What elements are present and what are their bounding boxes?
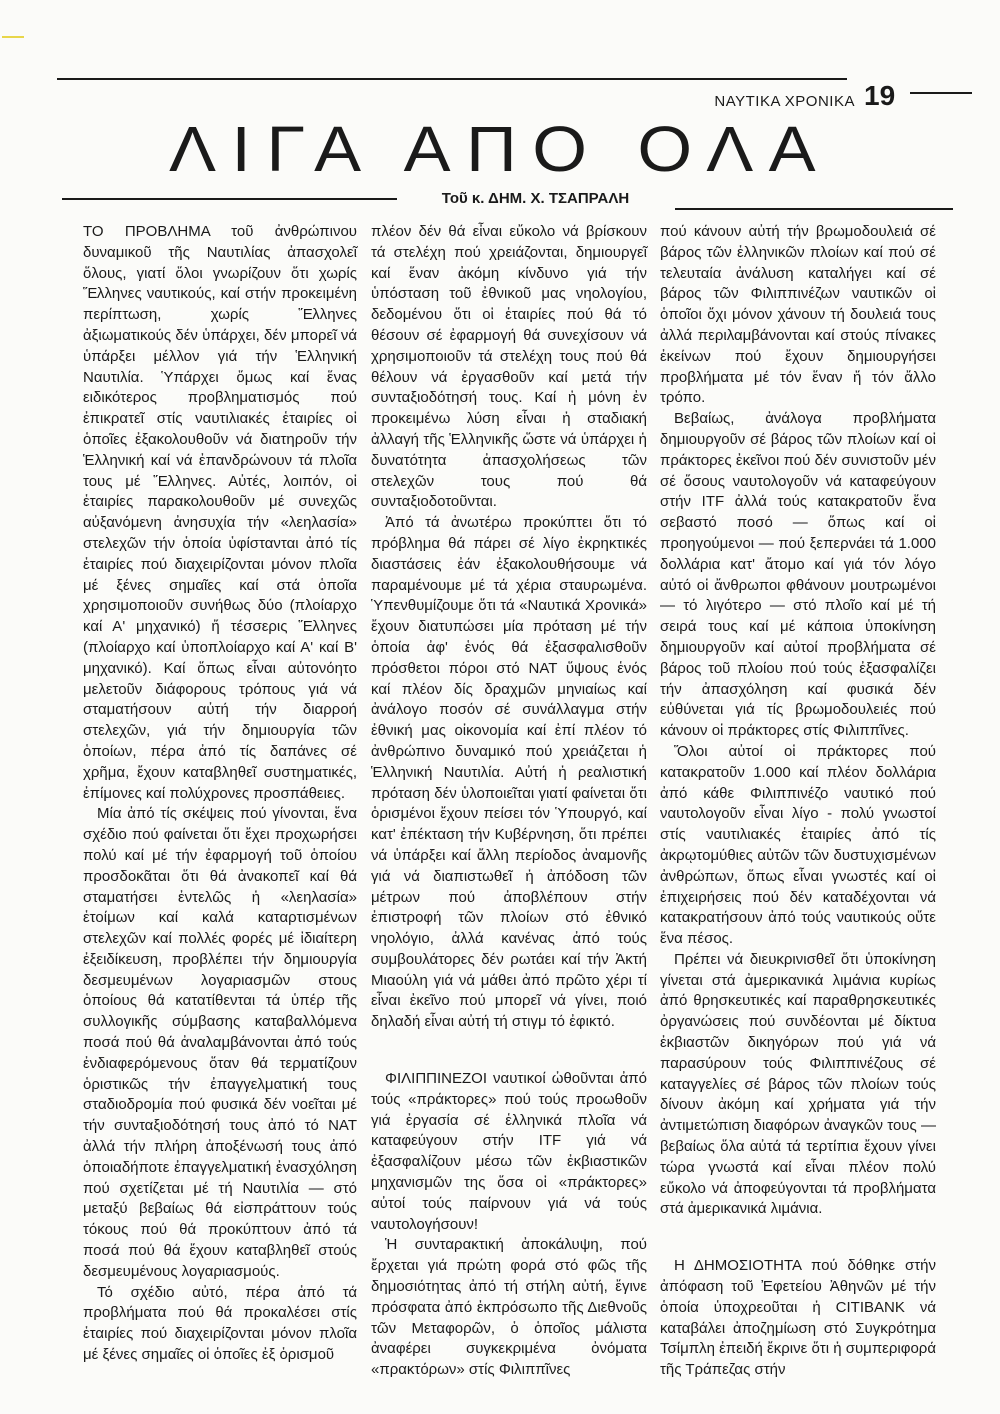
byline-rule-right: [675, 208, 953, 210]
color-mark: [2, 36, 24, 38]
paragraph: ΦΙΛΙΠΠΙΝΕΖΟΙ ναυτικοί ὠθοῦνται ἀπό τούς «πράκτορες» πού τούς προωθοῦν γιά ἐργασία σέ ἑλληνικά πλοῖα νά καταφεύγουν στήν ITF γιά νά ἐξασφαλίζουν μέσω τῶν ἐκβιαστικῶν μηχανισμῶν της ὅσα οἱ «πράκτορες» αὐτοί τούς παίρνουν γιά νά τούς ναυτολογήσουν!: [371, 1070, 647, 1233]
paragraph: Τό σχέδιο αὐτό, πέρα ἀπό τά προβλήματα πού θά προκαλέσει στίς ἑταιρίες πού διαχειρίζονται μόνον πλοῖα μέ ξένες σημαῖες οἱ ὁποῖες ἐξ ὁρισμοῦ: [83, 1283, 357, 1364]
paragraph: Ἡ συνταρακτική ἀποκάλυψη, πού ἔρχεται γιά πρώτη φορά στό φῶς τῆς δημοσιότητας ἀπό τή στήλη αὐτή, ἔγινε πρόσφατα ἀπό ἐκπρόσωπο τῆς Διεθνοῦς τῶν Μεταφορῶν, ὁ ὁποῖος μάλιστα ἀναφέρει συγκεκριμένα ὀνόματα «πρακτόρων» στίς Φιλιππῖνες: [371, 1236, 647, 1379]
page-number: 19: [864, 80, 896, 111]
paragraph: Βεβαίως, ἀνάλογα προβλήματα δημιουργοῦν σέ βάρος τῶν πλοίων καί οἱ πράκτορες ἐκεῖνοι πού δέν συνιστοῦν μέν σέ ὅσους ναυτολογοῦν νά καταφεύγουν στήν ITF ἀλλά τούς κατακρατοῦν ἕνα σεβαστό ποσό — ὅπως καί οἱ προηγούμενοι — πού ξεπερνάει τά 1.000 δολλάρια κατ' ἄτομο καί γιά τόν λόγο αὐτό οἱ ἄνθρωποι φθάνουν μουτρωμένοι — τό λιγότερο — στό πλοῖο καί μέ τή σειρά τους καί μέ κάποια ὑποκίνηση δημιουργοῦν καί αὐτοί προβλήματα σέ βάρος τοῦ πλοίου πού τούς ἐξασφαλίζει τήν ἀπασχόληση καί φυσικά δέν εὐθύνεται γιά τίς βρωμοδουλειές πού κάνουν οἱ πράκτορες στίς Φιλιππῖνες.: [660, 410, 936, 740]
paragraph: πλέον δέν θά εἶναι εὔκολο νά βρίσκουν τά στελέχη πού χρειάζονται, δημιουργεῖ καί ἕναν ἀκόμη κίνδυνο γιά τήν ὑπόσταση τοῦ ἐθνικοῦ μας νηολογίου, δεδομένου ὅτι οἱ ἑταιρίες πού θά τό θέσουν σέ ἐφαρμογή θά συνεχίσουν νά χρησιμοποιοῦν τά στελέχη τους πού θά θέλουν νά ἐργασθοῦν καί μετά τήν συνταξιοδότησή τους. Καί ἡ μόνη ἐν προκειμένω λύση εἶναι ἡ σταδιακή ἀλλαγή τῆς Ἑλληνικῆς ὥστε νά ὑπάρχει ἡ δυνατότητα ἀπασχολήσεως τῶν στελεχῶν τους πού θά συνταξιοδοτοῦνται.: [371, 223, 647, 511]
article-title: ΛΙΓΑ ΑΠΟ ΟΛΑ: [168, 113, 832, 185]
article-byline: Τοῦ κ. ΔΗΜ. Χ. ΤΣΑΠΡΑΛΗ: [441, 190, 630, 207]
byline-rule-left: [62, 198, 397, 200]
journal-name: ΝΑΥΤΙΚΑ ΧΡΟΝΙΚΑ: [714, 93, 855, 110]
article-column-1: [83, 222, 357, 1366]
paragraph: πού κάνουν αὐτή τήν βρωμοδουλειά σέ βάρος τῶν ἑλληνικῶν πλοίων καί πού σέ τελευταία ἀνάλυση καταλήγει καί σέ βάρος τῶν Φιλιππινέζων ναυτικῶν οἱ ὁποῖοι ὄχι μόνον χάνουν τή δουλειά τους ἀλλά περιλαμβάνονται καί στούς πίνακες ἐκείνων πού ἔχουν δημιουργήσει προβλήματα μέ τόν ἕναν ἤ τόν ἄλλο τρόπο.: [660, 223, 936, 407]
paragraph: Μία ἀπό τίς σκέψεις πού γίνονται, ἕνα σχέδιο πού φαίνεται ὅτι ἔχει προχωρήσει πολύ καί μέ τήν ἐφαρμογή τοῦ ὁποίου προσδοκᾶται ὅτι θά ἀνακοπεῖ καί θά σταματήσει ἐντελῶς ἡ «λεηλασία» ἑτοίμων καί καλά καταρτισμένων στελεχῶν καί πολλές φορές μέ ἰδιαίτερη ἐξειδίκευση, προβλέπει τήν δημιουργία δεσμευμένων λογαριασμῶν στους ὁποίους θά κατατίθενται τά ὑπέρ τῆς συλλογικῆς σύμβασης καταβαλλόμενα ποσά πού θά ἀναλαμβάνονται ἀπό τούς ἐνδιαφερόμενους ὅταν θά τερματίζουν ὁριστικῶς τήν ἐπαγγελματική τους σταδιοδρομία πού φυσικά δέν νοεῖται μέ τήν συνταξιοδότησή τους ἀπό τό ΝΑΤ ἀλλά τήν πλήρη ἀποξένωσή τους ἀπό ὁποιαδήποτε ἐπαγγελματική ἐνασχόληση πού σχετίζεται μέ τή Ναυτιλία — στό μεταξύ βεβαίως θά εἰσπράττουν τούς τόκους πού θά προκύπτουν ἀπό τά ποσά πού θά ἔχουν καταβληθεῖ στούς δεσμευμένους λογαριασμούς.: [83, 805, 357, 1280]
paragraph: Η ΔΗΜΟΣΙΟΤΗΤΑ πού δόθηκε στήν ἀπόφαση τοῦ Ἐφετείου Ἀθηνῶν μέ τήν ὁποία ὑποχρεοῦται ἡ CITIBANK νά καταβάλει ἀποζημίωση στό Συγκρότημα Τσίμπλη ἐπειδή ἔκρινε ὅτι ἡ συμπεριφορά τῆς Τράπεζας στήν: [660, 1257, 936, 1379]
article-column-3: [660, 222, 936, 1381]
paragraph: Ὅλοι αὐτοί οἱ πράκτορες πού κατακρατοῦν 1.000 καί πλέον δολλάρια ἀπό κάθε Φιλιππινέζο ναυτικό πού ναυτολογοῦν εἶναι λίγο - πολύ γνωστοί στίς ναυτιλιακές ἑταιρίες ἀπό τίς ἀκρῳτομύθιες αὐτῶν τῶν δυστυχισμένων ἀνθρώπων, ὅπως εἶναι γνωστές καί οἱ ἐπιχειρήσεις πού δέν καταδέχονται νά κατακρατήσουν ἀπό τούς ναυτικούς οὔτε ἕνα πέσος.: [660, 742, 936, 948]
article-column-2: [371, 222, 647, 1381]
header-rule-left: [57, 78, 847, 80]
paragraph: ΤΟ ΠΡΟΒΛΗΜΑ τοῦ ἀνθρώπινου δυναμικοῦ τῆς Ναυτιλίας ἀπασχολεῖ ὅλους, γιατί ὅλοι γνωρίζουν ὅτι χωρίς Ἕλληνες ναυτικούς, καί στήν προκειμένη περίπτωση, χωρίς Ἕλληνες ἀξιωματικούς δέν ὑπάρχει, δέν μπορεῖ νά ὑπάρξει μέλλον γιά τήν Ἑλληνική Ναυτιλία. Ὑπάρχει ὅμως καί ἕνας ειδικότερος προβληματισμός πού ἐπικρατεῖ στίς ναυτιλιακές ἑταιρίες οἱ ὁποῖες ἐξακολουθοῦν νά διατηροῦν τήν Ἑλληνική καί νά ἐπανδρώνουν τά πλοῖα τους μέ Ἕλληνες. Αὐτές, λοιπόν, οἱ ἑταιρίες παρακολουθοῦν μέ συνεχῶς αὐξανόμενη ἀνησυχία τήν «λεηλασία» στελεχῶν τήν ὁποία ὑφίστανται ἀπό τίς ἑταιρίες πού διαχειρίζονται μόνον πλοῖα μέ ξένες σημαῖες καί στά ὁποῖα χρησιμοποιοῦν συνήθως δύο (πλοίαρχο καί Α' μηχανικό) ἤ τέσσερις Ἕλληνες (πλοίαρχο καί ὑποπλοίαρχο καί Α' καί Β' μηχανικό). Καί ὅπως εἶναι αὐτονόητο μελετοῦν διάφορους τρόπους γιά νά σταματήσουν αὐτή τήν διαρροή στελεχῶν, γιά τήν δημιουργία τῶν ὁποίων, πέρα ἀπό τίς δαπάνες σέ χρῆμα, ἔχουν καταβληθεῖ συστηματικές, ἐπίμονες καί πολύχρονες προσπάθειες.: [83, 223, 357, 802]
paragraph: Ἀπό τά ἀνωτέρω προκύπτει ὅτι τό πρόβλημα θά πάρει σέ λίγο ἐκρηκτικές διαστάσεις ἐάν ἐξακολουθήσουμε νά παραμένουμε μέ τά χέρια σταυρωμένα. Ὑπενθυμίζουμε ὅτι τά «Ναυτικά Χρονικά» ἔχουν διατυπώσει μία πρόταση μέ τήν ὁποία ἀφ' ἑνός θά ἐξασφαλισθοῦν πρόσθετοι πόροι στό ΝΑΤ ὕψους ἑνός καί πλέον δίς δραχμῶν μηνιαίως καί ἀνάλογο ποσόν σέ συνάλλαγμα στήν ἐθνική μας οἰκονομία καί ἐπί πλέον τό ἀνθρώπινο δυναμικό πού χρειάζεται ἡ Ἑλληνική Ναυτιλία. Αὐτή ἡ ρεαλιστική πρόταση δέν ὑλοποιεῖται γιατί φαίνεται ὅτι ὁρισμένοι ἔχουν πείσει τόν Ὑπουργό, καί κατ' ἐπέκταση τήν Κυβέρνηση, ὅτι πρέπει νά ὑπάρξει καί ἄλλη περίοδος ἀναμονῆς γιά νά διαπιστωθεῖ ἡ ἀπόδοση τῶν μέτρων πού ἀποβλέπουν στήν ἐπιστροφή τῶν πλοίων στό ἐθνικό νηολόγιο, ἀλλά κανένας ἀπό τούς συμβουλάτορες δέν ρωτάει καί τήν Ἀκτή Μιαούλη γιά νά μάθει ἀπό πρῶτο χέρι τί εἶναι ἐκεῖνο πού μπορεῖ νά γίνει, ποιό δηλαδή εἶναι αὐτή τή στιγμ τό ἐφικτό.: [371, 514, 647, 1031]
paragraph: Πρέπει νά διευκρινισθεῖ ὅτι ὑποκίνηση γίνεται στά ἀμερικανικά λιμάνια κυρίως ἀπό θρησκευτικές καί παραθρησκευτικές ὀργανώσεις πού συνδέονται μέ δίκτυα ἐκβιαστῶν δικηγόρων πού γιά νά παρασύρουν τούς Φιλιππινέζους σέ καταγγελίες σέ βάρος τῶν πλοίων τούς δίνουν ἀκόμη καί χρήματα γιά τήν ἀντιμετώπιση διαφόρων ἀναγκῶν τους — βεβαίως ὅλα αὐτά τά τερτίπια ἔχουν γίνει τώρα γνωστά καί εἶναι πλέον πολύ εὔκολο νά ἀποφεύγονται τά προβλήματα στά ἀμερικανικά λιμάνια.: [660, 950, 936, 1218]
header-rule-right: [910, 92, 972, 94]
